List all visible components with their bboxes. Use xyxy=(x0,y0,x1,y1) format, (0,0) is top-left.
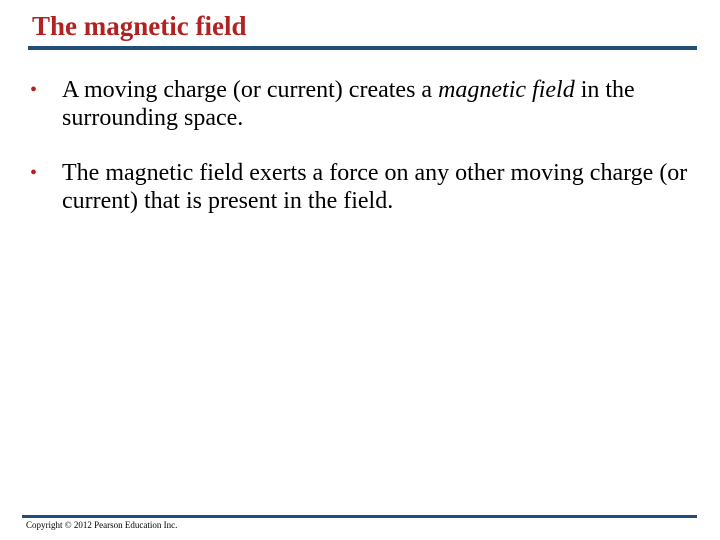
bullet-text-end: in the surrounding space. xyxy=(62,77,635,131)
bullet-icon: • xyxy=(30,162,38,184)
bullet-text: The magnetic field exerts a force on any other moving charge (or current) that is present in the field. xyxy=(62,160,688,214)
title-divider xyxy=(28,46,697,50)
slide-title: The magnetic field xyxy=(32,11,247,41)
bullet-item xyxy=(28,159,708,215)
bullet-item xyxy=(28,76,708,132)
footer-divider xyxy=(22,515,697,518)
bullet-list xyxy=(28,76,708,242)
bullet-emphasis: magnetic field xyxy=(438,77,575,103)
bullet-icon: • xyxy=(30,79,38,101)
copyright-notice: Copyright © 2012 Pearson Education Inc. xyxy=(26,520,178,530)
bullet-text: A moving charge (or current) creates a xyxy=(62,77,439,103)
